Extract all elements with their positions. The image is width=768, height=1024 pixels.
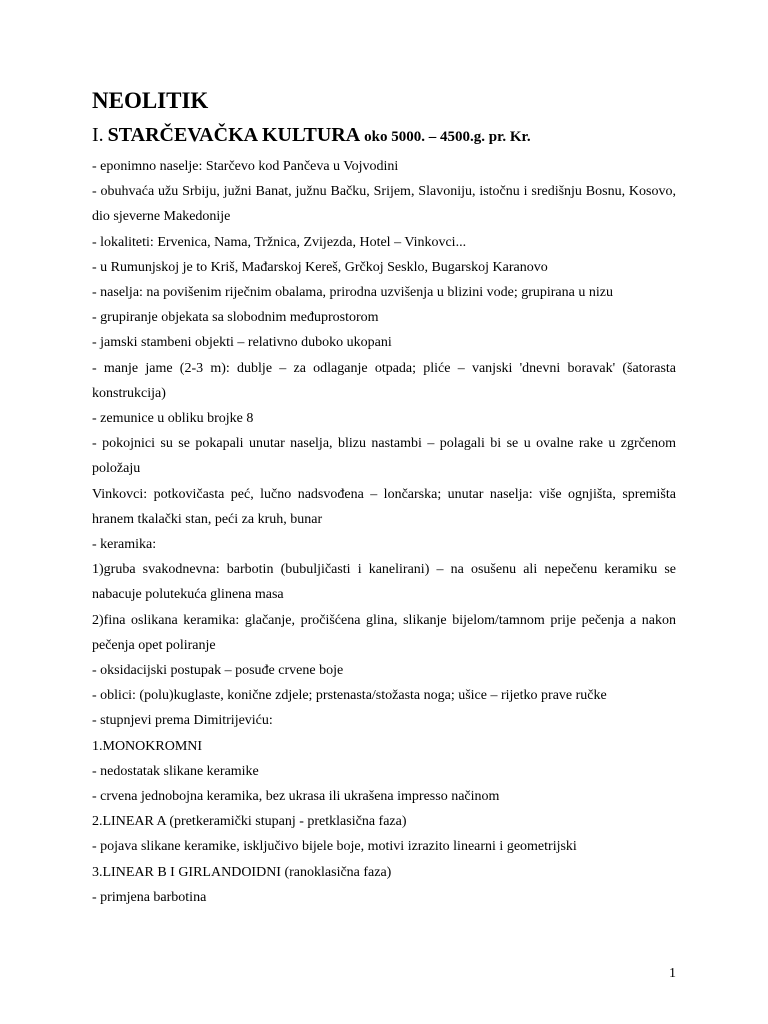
text-line: - oksidacijski postupak – posuđe crvene boje	[92, 663, 344, 679]
text-line: - jamski stambeni objekti – relativno duboko ukopani	[92, 335, 392, 351]
text-line: - grupiranje objekata sa slobodnim međuprostorom	[92, 310, 379, 326]
text-line: Vinkovci: potkovičasta peć, lučno nadsvođena – lončarska; unutar naselja: više ognjišta, spremišta hranem tkalački stan, peći za kruh, bunar	[92, 486, 676, 527]
section-number: I.	[92, 124, 104, 146]
text-line: 2.LINEAR A (pretkeramički stupanj - pretklasična faza)	[92, 814, 407, 830]
page-number: 1	[669, 966, 676, 981]
text-line: - lokaliteti: Ervenica, Nama, Tržnica, Zvijezda, Hotel – Vinkovci...	[92, 234, 467, 250]
text-line: - zemunice u obliku brojke 8	[92, 411, 254, 427]
text-line: - manje jame (2-3 m): dublje – za odlaganje otpada; pliće – vanjski 'dnevni boravak' (šatorasta konstrukcija)	[92, 360, 676, 401]
text-line: - eponimno naselje: Starčevo kod Pančeva u Vojvodini	[92, 159, 399, 174]
text-line: - primjena barbotina	[92, 889, 207, 905]
text-line: 3.LINEAR B I GIRLANDOIDNI (ranoklasična faza)	[92, 864, 392, 880]
text-lines	[92, 154, 676, 910]
text-line: - oblici: (polu)kuglaste, konične zdjele; prstenasta/stožasta noga; ušice – rijetko prave ručke	[92, 688, 607, 704]
text-line: - obuhvaća užu Srbiju, južni Banat, južnu Bačku, Srijem, Slavoniju, istočnu i središnju Bosnu, Kosovo, dio sjeverne Makedonije	[92, 184, 676, 225]
text-line: 1.MONOKROMNI	[92, 738, 203, 754]
section-dating: oko 5000. – 4500.g. pr. Kr.	[364, 129, 531, 145]
text-line: - stupnjevi prema Dimitrijeviću:	[92, 713, 273, 729]
text-line: - pokojnici su se pokapali unutar naselja, blizu nastambi – polagali bi se u ovalne rake u zgrčenom položaju	[92, 436, 676, 477]
text-line: - u Rumunjskoj je to Kriš, Mađarskoj Kereš, Grčkoj Sesklo, Bugarskoj Karanovo	[92, 259, 548, 275]
section-heading	[92, 122, 676, 150]
text-line: 2)fina oslikana keramika: glačanje, pročišćena glina, slikanje bijelom/tamnom prije pečenja a nakon pečenja opet poliranje	[92, 612, 676, 653]
text-line: - keramika:	[92, 537, 157, 553]
text-line: 1)gruba svakodnevna: barbotin (bubuljičasti i kanelirani) – na osušenu ali nepečenu keramiku se nabacuje polutekuća glinena masa	[92, 562, 676, 603]
document-title: NEOLITIK	[92, 88, 209, 113]
section-name: STARČEVAČKA KULTURA	[107, 124, 361, 146]
text-line: - naselja: na povišenim riječnim obalama, prirodna uzvišenja u blizini vode; grupirana u nizu	[92, 285, 613, 301]
text-line: - nedostatak slikane keramike	[92, 763, 259, 779]
page-content	[92, 86, 676, 910]
text-line: - pojava slikane keramike, isključivo bijele boje, motivi izrazito linearni i geometrijski	[92, 839, 577, 855]
text-line: - crvena jednobojna keramika, bez ukrasa ili ukrašena impresso načinom	[92, 789, 500, 805]
